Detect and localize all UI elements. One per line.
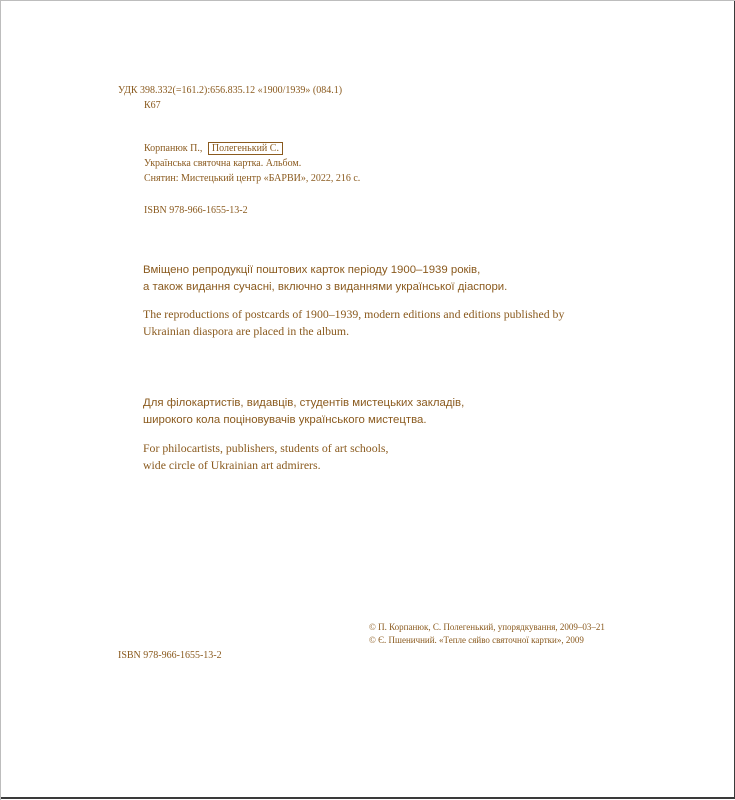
annotation-en-line-1: The reproductions of postcards of 1900–1939, modern editions and editions published by <box>143 307 565 321</box>
author-second-highlighted: Полегенький С. <box>208 142 283 155</box>
audience-uk-line-1: Для філокартистів, видавців, студентів мистецьких закладів, <box>143 397 465 409</box>
copyright-line-2: © Є. Пшеничний. «Тепле сяйво святочної картки», 2009 <box>369 635 584 645</box>
bibliographic-record <box>144 141 360 186</box>
annotation-ukrainian <box>143 262 507 296</box>
audience-english <box>143 440 388 474</box>
audience-en-line-1: For philocartists, publishers, students of art schools, <box>143 441 389 455</box>
catalog-index: К67 <box>144 100 161 111</box>
author-first: Корпанюк П., <box>144 143 203 154</box>
copyright-line-1: © П. Корпанюк, С. Полегенький, упорядкування, 2009–03–21 <box>369 622 605 632</box>
annotation-en-line-2: Ukrainian diaspora are placed in the album. <box>143 324 350 338</box>
document-page <box>1 1 735 799</box>
audience-ukrainian <box>143 395 464 429</box>
copyright-block <box>369 621 605 647</box>
book-title: Українська святочна картка. Альбом. <box>144 158 302 169</box>
audience-uk-line-2: широкого кола поціновувачів українського мистецтва. <box>143 414 427 426</box>
udk-code: УДК 398.332(=161.2):656.835.12 «1900/1939» (084.1) <box>118 85 343 96</box>
isbn-top: ISBN 978-966-1655-13-2 <box>144 205 248 216</box>
imprint-line: Снятин: Мистецький центр «БАРВИ», 2022, 216 с. <box>144 173 361 184</box>
annotation-uk-line-2: а також видання сучасні, включно з виданнями української діаспори. <box>143 281 508 293</box>
isbn-bottom: ISBN 978-966-1655-13-2 <box>118 650 222 661</box>
annotation-english <box>143 306 564 340</box>
authors-line <box>144 141 360 156</box>
audience-en-line-2: wide circle of Ukrainian art admirers. <box>143 458 321 472</box>
annotation-uk-line-1: Вміщено репродукції поштових карток періоду 1900–1939 років, <box>143 264 481 276</box>
